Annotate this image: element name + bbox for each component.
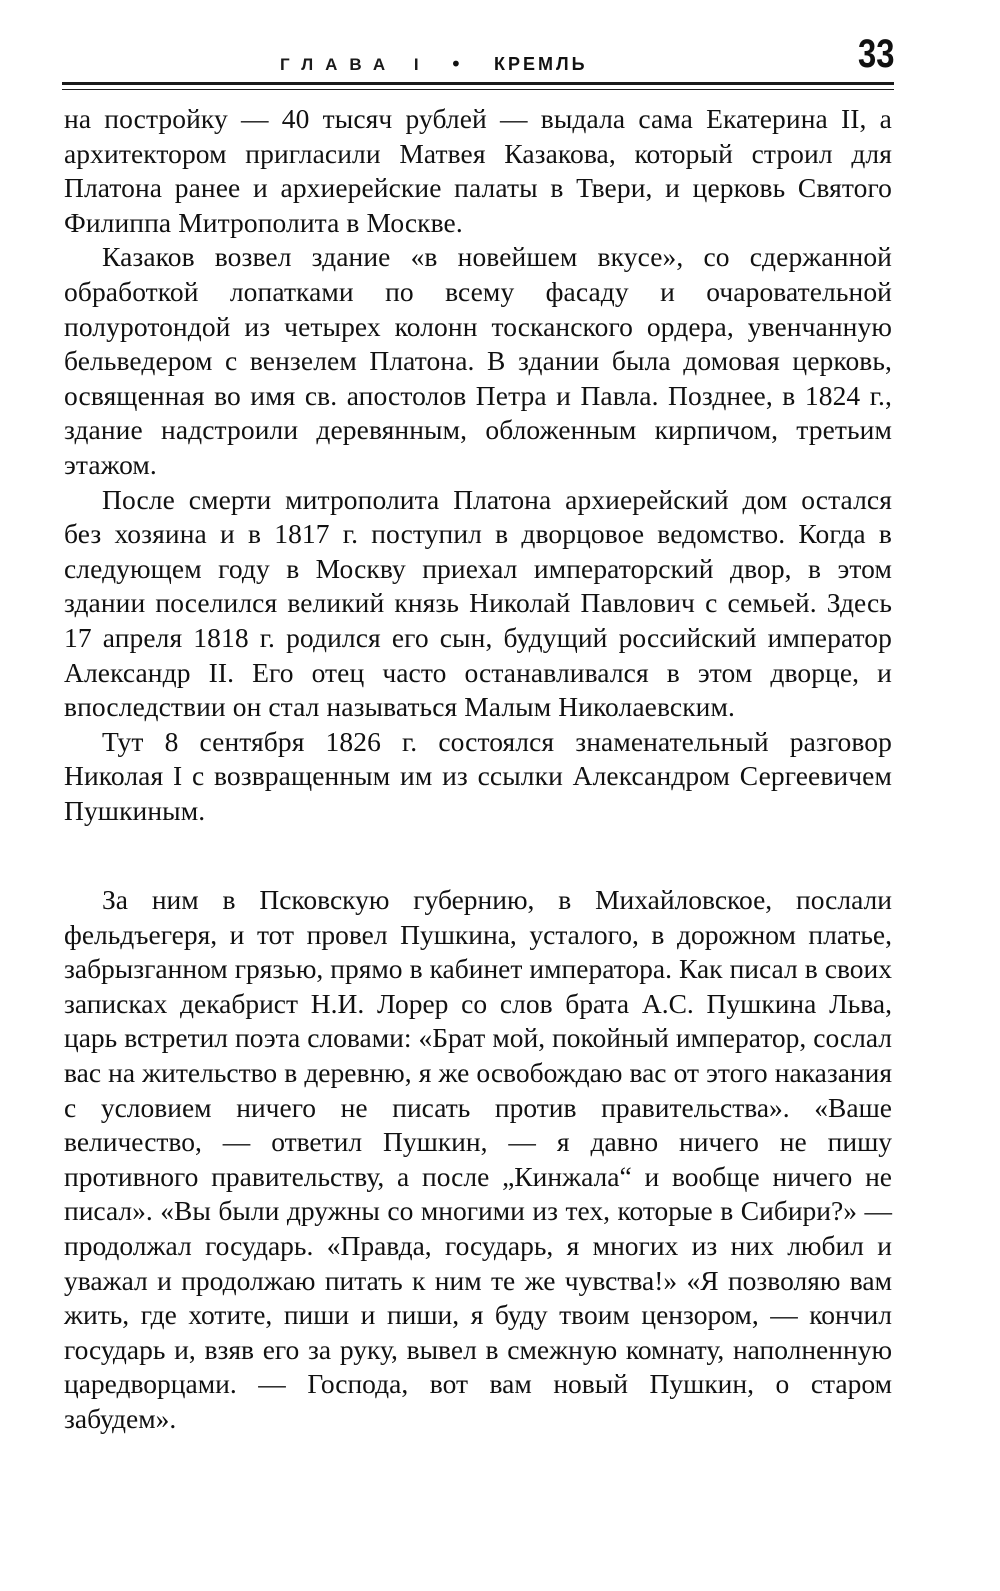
quoted-passage (64, 883, 892, 1437)
running-header (62, 30, 894, 86)
paragraph-after-death: После смерти митрополита Платона архиерейский дом остался без хозяина и в 1817 г. поступил в дворцовое ведомство. Когда в следующем году в Москву приехал императорский двор, в этом здании поселился великий князь Николай Павлович с семьей. Здесь 17 апреля 1818 г. родился его сын, будущий российский император Александр II. Его отец часто останавливался в этом дворце, и впоследствии он стал называться Малым Николаевским. (64, 483, 892, 723)
paragraph-kazakov: Казаков возвел здание «в новейшем вкусе», со сдержанной обработкой лопатками по всему фасаду и очаровательной полуротондой из четырех колонн тосканского ордера, увенчанную бельведером с вензелем Платона. В здании была домовая церковь, освященная во имя св. апостолов Петра и Павла. Позднее, в 1824 г., здание надстроили деревянным, обложенным кирпичом, третьим этажом. (64, 241, 892, 480)
paragraph-continuation: на постройку — 40 тысяч рублей — выдала сама Екатерина II, а архитектором пригласили Матвея Казакова, который строил для Платона ранее и архиерейские палаты в Твери, и церковь Святого Филиппа Митрополита в Москве. (64, 103, 892, 238)
chapter-label: ГЛАВА I (280, 55, 431, 74)
separator-bullet: • (450, 52, 462, 76)
header-rule-thin (62, 89, 894, 90)
header-rule-thick (62, 82, 894, 85)
quote-paragraph: За ним в Псковскую губернию, в Михайловское, послали фельдъегеря, и тот провел Пушкина, усталого, в дорожном платье, забрызганном грязью, прямо в кабинет императора. Как писал в своих записках декабрист Н.И. Лорер со слов брата А.С. Пушкина Льва, царь встретил поэта словами: «Брат мой, покойный император, сослал вас на жительство в деревню, я же освобождаю вас от этого наказания с условием ничего не писать против правительства». «Ваше величество, — ответил Пушкин, — я давно ничего не пишу противного правительству, а после „Кинжала“ и вообще ничего не писал». «Вы были дружны со многими из тех, которые в Сибири?» — продолжал государь. «Правда, государь, я многих из них любил и уважал и продолжаю питать к ним те же чувства!» «Я позволяю вам жить, где хотите, пиши и пиши, я буду твоим цензором, — кончил государь и, взяв его за руку, вывел в смежную комнату, наполненную царедворцами. — Господа, вот вам новый Пушкин, о старом забудем». (64, 884, 892, 1434)
main-text (64, 102, 892, 828)
paragraph-conversation: Тут 8 сентября 1826 г. состоялся знаменательный разговор Николая I с возвращенным им из ссылки Александром Сергеевичем Пушкиным. (64, 725, 892, 826)
page-number: 33 (857, 32, 894, 76)
chapter-title: КРЕМЛЬ (494, 54, 588, 74)
